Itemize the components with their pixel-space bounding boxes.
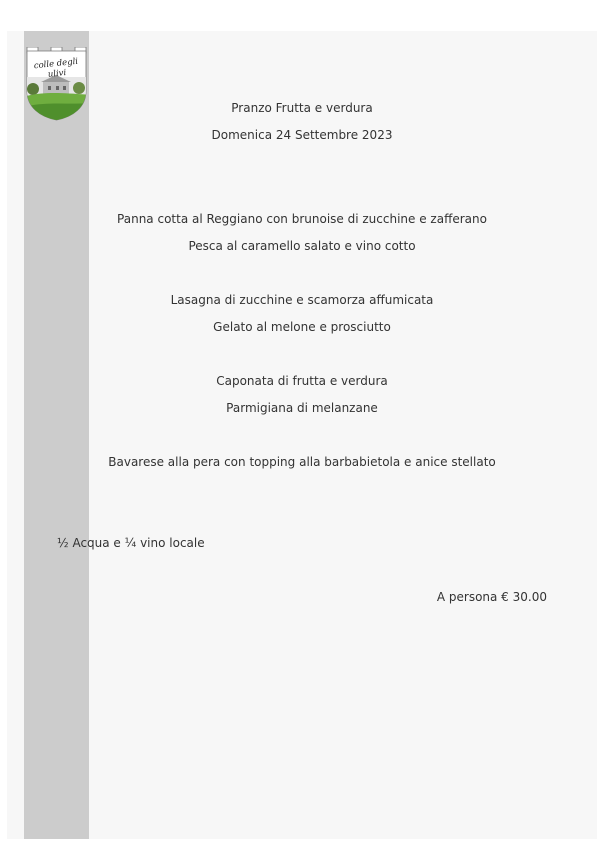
dish-item: Parmigiana di melanzane xyxy=(226,401,378,415)
dish-item: Gelato al melone e prosciutto xyxy=(213,320,391,334)
menu-page xyxy=(7,31,597,839)
menu-title: Pranzo Frutta e verdura xyxy=(231,101,373,115)
dish-item: Pesca al caramello salato e vino cotto xyxy=(188,239,416,253)
price: A persona € 30.00 xyxy=(436,590,547,604)
menu-date: Domenica 24 Settembre 2023 xyxy=(211,128,393,142)
drinks-note: ½ Acqua e ¼ vino locale xyxy=(57,536,205,550)
dish-item: Caponata di frutta e verdura xyxy=(216,374,388,388)
dish-item: Bavarese alla pera con topping alla barbabietola e anice stellato xyxy=(108,455,496,469)
logo-text: colle degli ulivi xyxy=(33,56,79,80)
sidebar-strip xyxy=(24,31,89,839)
dish-item: Panna cotta al Reggiano con brunoise di zucchine e zafferano xyxy=(117,212,487,226)
dish-item: Lasagna di zucchine e scamorza affumicata xyxy=(170,293,434,307)
